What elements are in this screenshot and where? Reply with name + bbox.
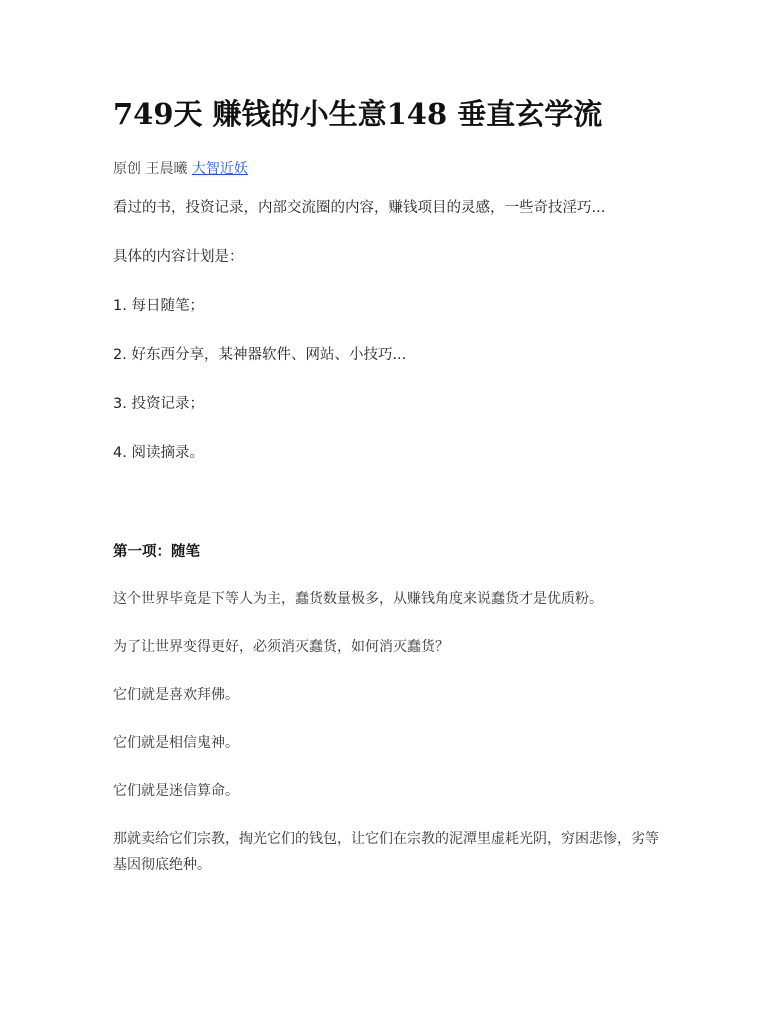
body-paragraph: 它们就是相信鬼神。 [113,735,239,751]
article-title: 749天 赚钱的小生意148 垂直玄学流 [113,97,603,131]
plan-item: 3. 投资记录； [113,396,204,412]
intro-line: 具体的内容计划是： [113,249,244,265]
plan-item: 2. 好东西分享，某神器软件、网站、小技巧... [113,347,407,363]
article-meta [113,158,248,178]
plan-item: 1. 每日随笔； [113,298,204,314]
body-paragraph: 它们就是喜欢拜佛。 [113,687,239,703]
body-paragraph: 它们就是迷信算命。 [113,783,239,799]
section-heading: 第一项：随笔 [113,544,200,560]
plan-item: 4. 阅读摘录。 [113,445,204,461]
body-paragraph: 为了让世界变得更好，必须消灭蠢货，如何消灭蠢货？ [113,639,449,655]
author-link[interactable]: 大智近妖 [191,161,248,177]
author-name: 王晨曦 [145,161,188,177]
intro-line: 看过的书，投资记录，内部交流圈的内容，赚钱项目的灵感，一些奇技淫巧... [113,200,606,216]
body-paragraph: 这个世界毕竟是下等人为主，蠢货数量极多，从赚钱角度来说蠢货才是优质粉。 [113,591,603,607]
body-paragraph: 那就卖给它们宗教，掏光它们的钱包，让它们在宗教的泥潭里虚耗光阴，穷困悲惨，劣等基因彻底绝种。 [113,831,659,873]
original-tag: 原创 [113,161,141,177]
